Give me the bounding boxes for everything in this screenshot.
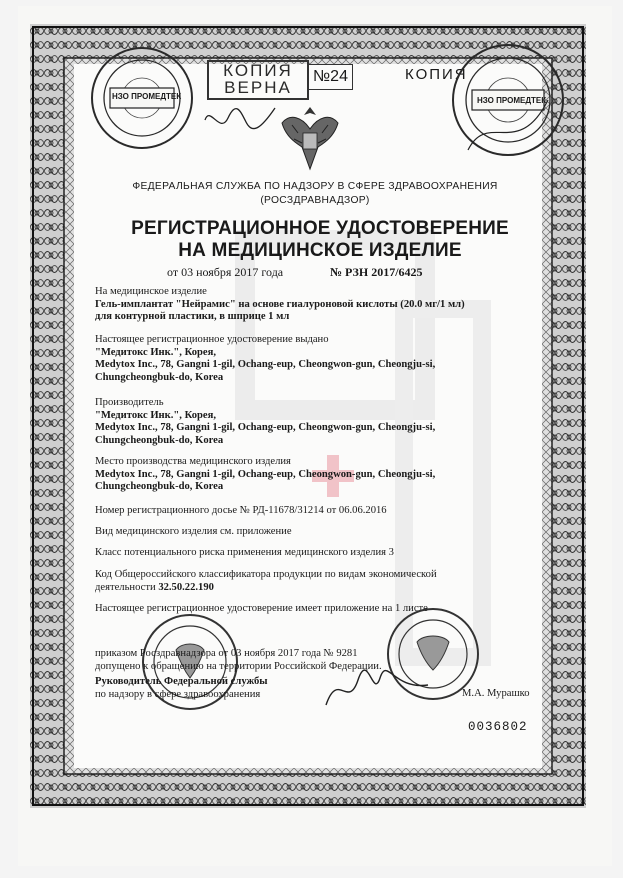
okp-label: Код Общероссийского классификатора продукции по видам экономической	[95, 569, 437, 580]
issued-address-line1: Medytox Inc., 78, Gangni 1-gil, Ochang-eup, Cheongwon-gun, Cheongju-si,	[95, 359, 436, 371]
production-site-section	[95, 456, 525, 494]
issued-to-section	[95, 334, 525, 384]
manufacturer-section	[95, 397, 525, 447]
device-name-line1: Гель-имплантат "Нейрамис" на основе гиалуроновой кислоты (20.0 мг/1 мл)	[95, 298, 465, 310]
manufacturer-address-line2: Chungcheongbuk-do, Korea	[95, 434, 224, 446]
head-title-line1: Руководитель Федеральной службы	[95, 676, 268, 687]
signatory-name: М.А. Мурашко	[462, 688, 530, 699]
serial-number: 0036802	[468, 720, 528, 734]
agency-header	[80, 180, 550, 208]
risk-class: Класс потенциального риска применения медицинского изделия 3	[95, 547, 394, 558]
device-section	[95, 286, 525, 324]
copy-number-stamp: №24	[308, 64, 353, 90]
copy-certified-stamp	[207, 60, 309, 100]
okp-label-suffix: деятельности	[95, 581, 156, 593]
order-section	[95, 648, 525, 673]
appendix-note: Настоящее регистрационное удостоверение имеет приложение на 1 листе	[95, 603, 428, 614]
device-name-line2: для контурной пластики, в шприце 1 мл	[95, 311, 290, 323]
title-line-1: РЕГИСТРАЦИОННОЕ УДОСТОВЕРЕНИЕ	[131, 218, 509, 239]
company-stamp-left-label: НЗО ПРОМЕДТЕК	[112, 92, 182, 101]
company-stamp-right-label: НЗО ПРОМЕДТЕК	[477, 96, 547, 105]
agency-abbrev: (РОСЗДРАВНАДЗОР)	[260, 195, 370, 206]
okp-code-section	[95, 569, 525, 594]
order-line-1: приказом Росздравнадзора от 03 ноября 2017 года № 9281	[95, 648, 358, 659]
copy-stamp-right: КОПИЯ	[405, 66, 468, 83]
agency-name: ФЕДЕРАЛЬНАЯ СЛУЖБА ПО НАДЗОРУ В СФЕРЕ ЗДРАВООХРАНЕНИЯ	[132, 181, 498, 192]
order-line-2: допущено к обращению на территории Российской Федерации.	[95, 660, 382, 672]
issued-label: Настоящее регистрационное удостоверение выдано	[95, 334, 329, 345]
head-title-line2: по надзору в сфере здравоохранения	[95, 688, 261, 700]
okp-code: 32.50.22.190	[158, 581, 214, 593]
certificate-date: от 03 ноября 2017 года	[167, 265, 284, 279]
manufacturer-label: Производитель	[95, 397, 164, 408]
certificate-number: № РЗН 2017/6425	[330, 265, 423, 279]
certificate-title	[80, 218, 560, 262]
device-type: Вид медицинского изделия см. приложение	[95, 526, 292, 537]
production-address-line2: Chungcheongbuk-do, Korea	[95, 481, 224, 493]
copy-stamp-line1: КОПИЯ	[223, 61, 293, 80]
signatory-title	[95, 676, 525, 701]
issued-address-line2: Chungcheongbuk-do, Korea	[95, 371, 224, 383]
title-line-2: НА МЕДИЦИНСКОЕ ИЗДЕЛИЕ	[178, 240, 462, 261]
manufacturer-address-line1: Medytox Inc., 78, Gangni 1-gil, Ochang-eup, Cheongwon-gun, Cheongju-si,	[95, 422, 436, 434]
coat-of-arms-emblem	[272, 103, 348, 175]
production-label: Место производства медицинского изделия	[95, 456, 291, 467]
production-address-line1: Medytox Inc., 78, Gangni 1-gil, Ochang-eup, Cheongwon-gun, Cheongju-si,	[95, 468, 436, 480]
device-label: На медицинское изделие	[95, 286, 207, 297]
manufacturer-company: "Медитокс Инк.", Корея,	[95, 409, 217, 421]
issued-company: "Медитокс Инк.", Корея,	[95, 346, 217, 358]
dossier-number: Номер регистрационного досье № РД-11678/31214 от 06.06.2016	[95, 505, 387, 516]
copy-stamp-line2: ВЕРНА	[224, 78, 292, 97]
signature-top	[200, 100, 280, 140]
signature-bottom	[318, 660, 438, 720]
